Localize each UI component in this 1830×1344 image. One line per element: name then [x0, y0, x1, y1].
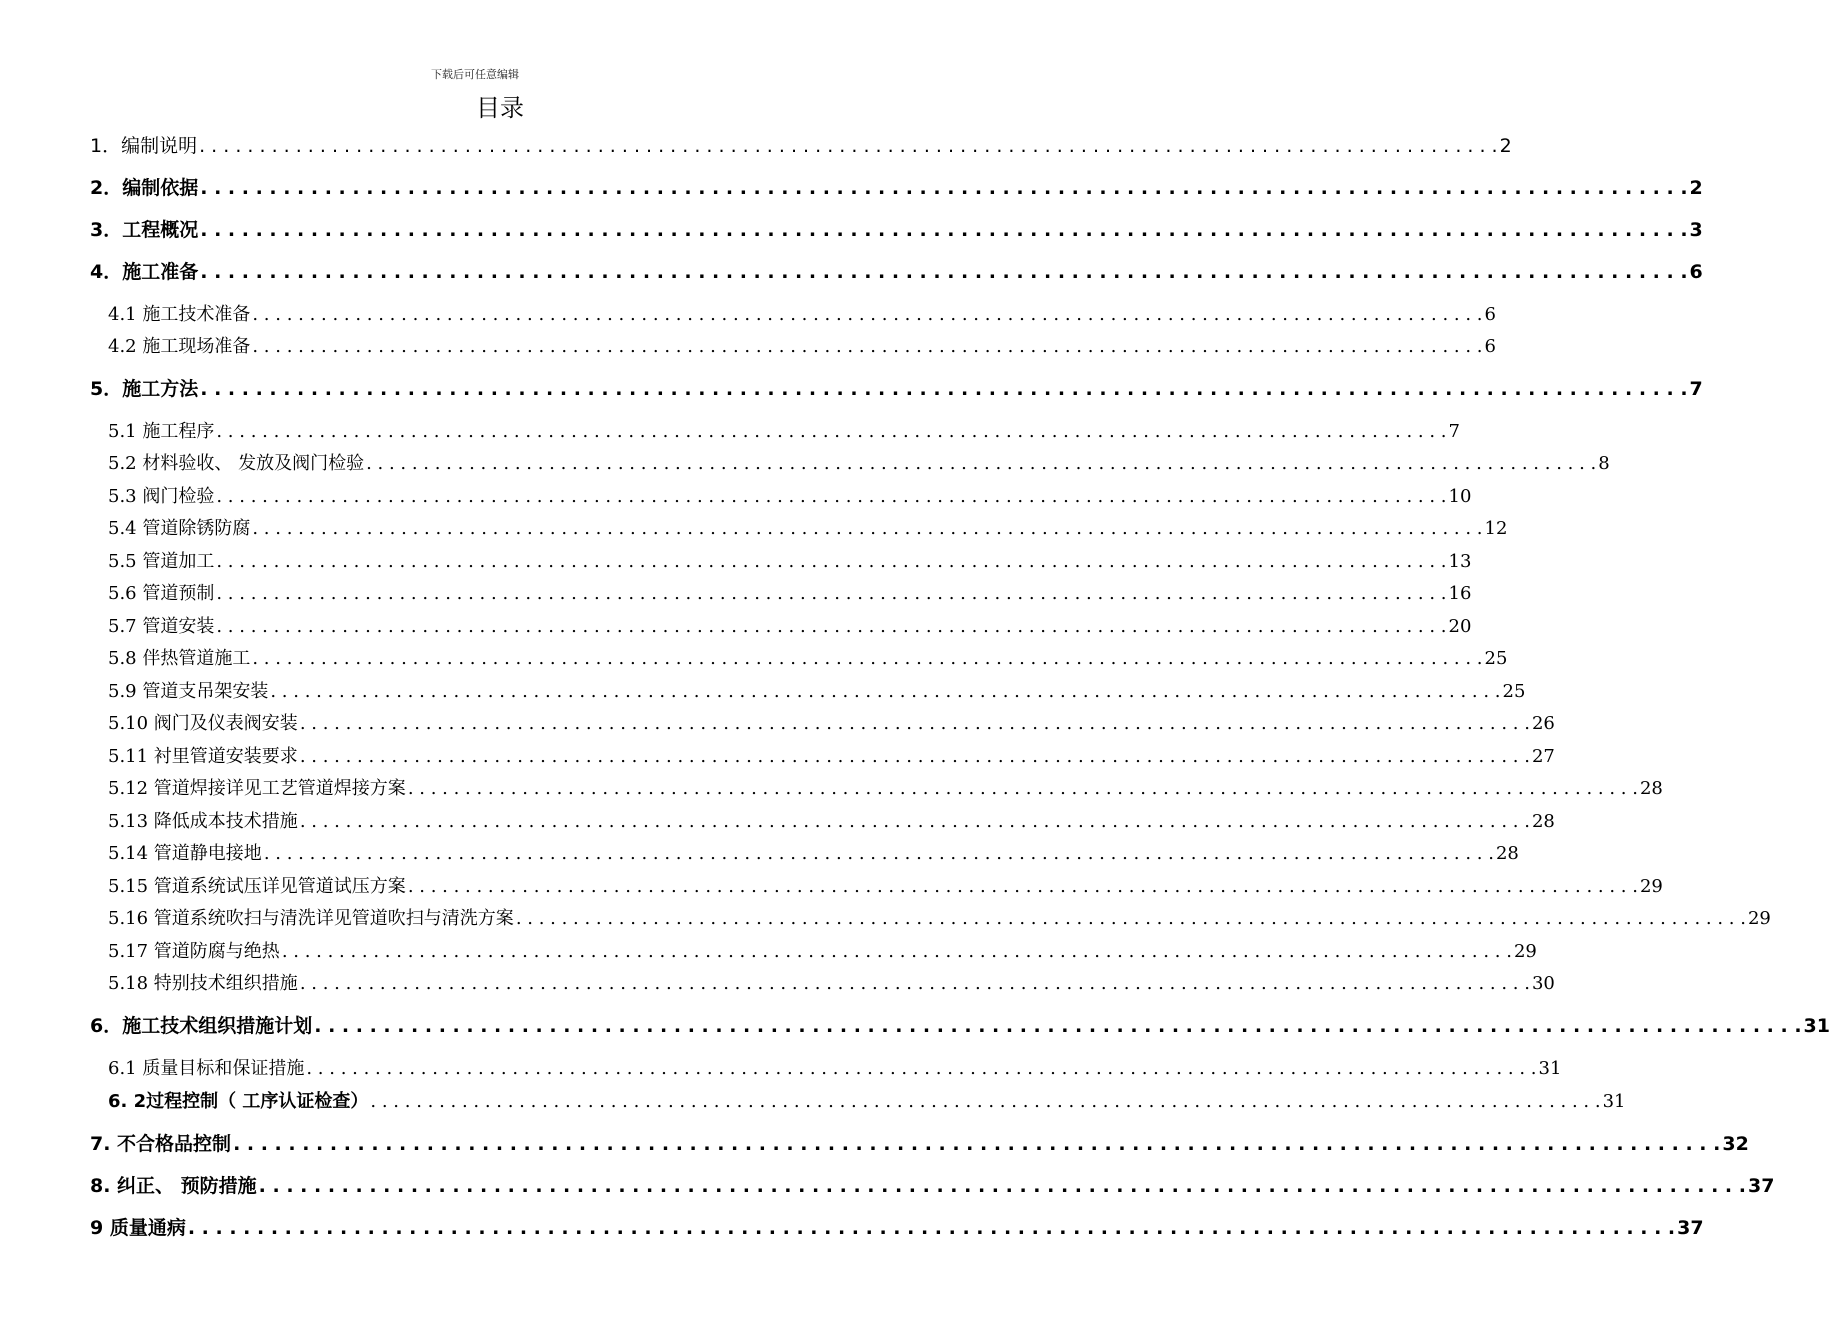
toc-entry[interactable]: 5.13 降低成本技术措施 . . . . . . . . . . . . . . . . . . . . . . . . . . . . . . . . . . . . . . . . . . . . . . . . . . . . . . . . . . . . . . . . . . . . . . . . . . . . . . . . . . . . . . . . . . . . . . . . . . . . . . . . . . . . 28: [108, 811, 1555, 832]
toc-entry[interactable]: 5.4 管道除锈防腐 . . . . . . . . . . . . . . . . . . . . . . . . . . . . . . . . . . . . . . . . . . . . . . . . . . . . . . . . . . . . . . . . . . . . . . . . . . . . . . . . . . . . . . . . . . . . . . . . . . . . . . . . . . . . 12: [108, 518, 1508, 539]
toc-entry[interactable]: 7. 不合格品控制 . . . . . . . . . . . . . . . . . . . . . . . . . . . . . . . . . . . . . . . . . . . . . . . . . . . . . . . . . . . . . . . . . . . . . . . . . . . . . . . . . . . . . . . . . . . . . . . . . . . . . . . . . . . . 32: [90, 1133, 1749, 1155]
toc-entry[interactable]: 5.3 阀门检验 . . . . . . . . . . . . . . . . . . . . . . . . . . . . . . . . . . . . . . . . . . . . . . . . . . . . . . . . . . . . . . . . . . . . . . . . . . . . . . . . . . . . . . . . . . . . . . . . . . . . . . . . . . . . 10: [108, 486, 1472, 507]
toc-entry[interactable]: 5．施工方法 . . . . . . . . . . . . . . . . . . . . . . . . . . . . . . . . . . . . . . . . . . . . . . . . . . . . . . . . . . . . . . . . . . . . . . . . . . . . . . . . . . . . . . . . . . . . . . . . . . . . . . . . . . . . 7: [90, 378, 1703, 400]
toc-entry[interactable]: 4.1 施工技术准备 . . . . . . . . . . . . . . . . . . . . . . . . . . . . . . . . . . . . . . . . . . . . . . . . . . . . . . . . . . . . . . . . . . . . . . . . . . . . . . . . . . . . . . . . . . . . . . . . . . . . . . . . . . . . 6: [108, 304, 1496, 325]
toc-entry[interactable]: 5.1 施工程序 . . . . . . . . . . . . . . . . . . . . . . . . . . . . . . . . . . . . . . . . . . . . . . . . . . . . . . . . . . . . . . . . . . . . . . . . . . . . . . . . . . . . . . . . . . . . . . . . . . . . . . . . . . . . 7: [108, 421, 1460, 442]
toc-entry[interactable]: 5.15 管道系统试压详见管道试压方案 . . . . . . . . . . . . . . . . . . . . . . . . . . . . . . . . . . . . . . . . . . . . . . . . . . . . . . . . . . . . . . . . . . . . . . . . . . . . . . . . . . . . . . . . . . . . . . . . . . . . . . . . . . . . 29: [108, 876, 1663, 897]
toc-entry[interactable]: 5.17 管道防腐与绝热 . . . . . . . . . . . . . . . . . . . . . . . . . . . . . . . . . . . . . . . . . . . . . . . . . . . . . . . . . . . . . . . . . . . . . . . . . . . . . . . . . . . . . . . . . . . . . . . . . . . . . . . . . . . . 29: [108, 941, 1537, 962]
toc-title: 目录: [476, 94, 524, 122]
toc-entry[interactable]: 1．编制说明 . . . . . . . . . . . . . . . . . . . . . . . . . . . . . . . . . . . . . . . . . . . . . . . . . . . . . . . . . . . . . . . . . . . . . . . . . . . . . . . . . . . . . . . . . . . . . . . . . . . . . . . . . . . . 2: [90, 135, 1512, 157]
toc-entry[interactable]: 8. 纠正、 预防措施 . . . . . . . . . . . . . . . . . . . . . . . . . . . . . . . . . . . . . . . . . . . . . . . . . . . . . . . . . . . . . . . . . . . . . . . . . . . . . . . . . . . . . . . . . . . . . . . . . . . . . . . . . . . . 37: [90, 1175, 1775, 1197]
toc-entry[interactable]: 5.2 材料验收、 发放及阀门检验 . . . . . . . . . . . . . . . . . . . . . . . . . . . . . . . . . . . . . . . . . . . . . . . . . . . . . . . . . . . . . . . . . . . . . . . . . . . . . . . . . . . . . . . . . . . . . . . . . . . . . . . . . . . . 8: [108, 453, 1610, 474]
toc-entry[interactable]: 5.14 管道静电接地 . . . . . . . . . . . . . . . . . . . . . . . . . . . . . . . . . . . . . . . . . . . . . . . . . . . . . . . . . . . . . . . . . . . . . . . . . . . . . . . . . . . . . . . . . . . . . . . . . . . . . . . . . . . . 28: [108, 843, 1519, 864]
toc-entry[interactable]: 5.11 衬里管道安装要求 . . . . . . . . . . . . . . . . . . . . . . . . . . . . . . . . . . . . . . . . . . . . . . . . . . . . . . . . . . . . . . . . . . . . . . . . . . . . . . . . . . . . . . . . . . . . . . . . . . . . . . . . . . . . 27: [108, 746, 1555, 767]
header-note: 下载后可任意编辑: [431, 68, 519, 81]
toc-entry[interactable]: 6.1 质量目标和保证措施 . . . . . . . . . . . . . . . . . . . . . . . . . . . . . . . . . . . . . . . . . . . . . . . . . . . . . . . . . . . . . . . . . . . . . . . . . . . . . . . . . . . . . . . . . . . . . . . . . . . . . . . . . . . . 31: [108, 1058, 1562, 1079]
toc-entry[interactable]: 5.6 管道预制 . . . . . . . . . . . . . . . . . . . . . . . . . . . . . . . . . . . . . . . . . . . . . . . . . . . . . . . . . . . . . . . . . . . . . . . . . . . . . . . . . . . . . . . . . . . . . . . . . . . . . . . . . . . . 16: [108, 583, 1472, 604]
toc-entry[interactable]: 6．施工技术组织措施计划 . . . . . . . . . . . . . . . . . . . . . . . . . . . . . . . . . . . . . . . . . . . . . . . . . . . . . . . . . . . . . . . . . . . . . . . . . . . . . . . . . . . . . . . . . . . . . . . . . . . . . . . . . . . . 31: [90, 1015, 1830, 1037]
toc-entry[interactable]: 4.2 施工现场准备 . . . . . . . . . . . . . . . . . . . . . . . . . . . . . . . . . . . . . . . . . . . . . . . . . . . . . . . . . . . . . . . . . . . . . . . . . . . . . . . . . . . . . . . . . . . . . . . . . . . . . . . . . . . . 6: [108, 336, 1496, 357]
toc-entry[interactable]: 4．施工准备 . . . . . . . . . . . . . . . . . . . . . . . . . . . . . . . . . . . . . . . . . . . . . . . . . . . . . . . . . . . . . . . . . . . . . . . . . . . . . . . . . . . . . . . . . . . . . . . . . . . . . . . . . . . . 6: [90, 261, 1703, 283]
toc-entry[interactable]: 5.9 管道支吊架安装 . . . . . . . . . . . . . . . . . . . . . . . . . . . . . . . . . . . . . . . . . . . . . . . . . . . . . . . . . . . . . . . . . . . . . . . . . . . . . . . . . . . . . . . . . . . . . . . . . . . . . . . . . . . . 25: [108, 681, 1526, 702]
toc-entry[interactable]: 5.18 特别技术组织措施 . . . . . . . . . . . . . . . . . . . . . . . . . . . . . . . . . . . . . . . . . . . . . . . . . . . . . . . . . . . . . . . . . . . . . . . . . . . . . . . . . . . . . . . . . . . . . . . . . . . . . . . . . . . . 30: [108, 973, 1555, 994]
toc-entry[interactable]: 6. 2过程控制（ 工序认证检查） . . . . . . . . . . . . . . . . . . . . . . . . . . . . . . . . . . . . . . . . . . . . . . . . . . . . . . . . . . . . . . . . . . . . . . . . . . . . . . . . . . . . . . . . . . . . . . . . . . . . . . . . . . . . 31: [108, 1091, 1626, 1112]
toc-entry[interactable]: 5.5 管道加工 . . . . . . . . . . . . . . . . . . . . . . . . . . . . . . . . . . . . . . . . . . . . . . . . . . . . . . . . . . . . . . . . . . . . . . . . . . . . . . . . . . . . . . . . . . . . . . . . . . . . . . . . . . . . 13: [108, 551, 1472, 572]
toc-entry[interactable]: 5.7 管道安装 . . . . . . . . . . . . . . . . . . . . . . . . . . . . . . . . . . . . . . . . . . . . . . . . . . . . . . . . . . . . . . . . . . . . . . . . . . . . . . . . . . . . . . . . . . . . . . . . . . . . . . . . . . . . 20: [108, 616, 1472, 637]
toc-entry[interactable]: 2．编制依据 . . . . . . . . . . . . . . . . . . . . . . . . . . . . . . . . . . . . . . . . . . . . . . . . . . . . . . . . . . . . . . . . . . . . . . . . . . . . . . . . . . . . . . . . . . . . . . . . . . . . . . . . . . . . 2: [90, 177, 1703, 199]
toc-entry[interactable]: 5.12 管道焊接详见工艺管道焊接方案 . . . . . . . . . . . . . . . . . . . . . . . . . . . . . . . . . . . . . . . . . . . . . . . . . . . . . . . . . . . . . . . . . . . . . . . . . . . . . . . . . . . . . . . . . . . . . . . . . . . . . . . . . . . . 28: [108, 778, 1663, 799]
toc-entry[interactable]: 3．工程概况 . . . . . . . . . . . . . . . . . . . . . . . . . . . . . . . . . . . . . . . . . . . . . . . . . . . . . . . . . . . . . . . . . . . . . . . . . . . . . . . . . . . . . . . . . . . . . . . . . . . . . . . . . . . . 3: [90, 219, 1703, 241]
toc-entry[interactable]: 5.10 阀门及仪表阀安装 . . . . . . . . . . . . . . . . . . . . . . . . . . . . . . . . . . . . . . . . . . . . . . . . . . . . . . . . . . . . . . . . . . . . . . . . . . . . . . . . . . . . . . . . . . . . . . . . . . . . . . . . . . . . 26: [108, 713, 1555, 734]
toc-entry[interactable]: 5.8 伴热管道施工 . . . . . . . . . . . . . . . . . . . . . . . . . . . . . . . . . . . . . . . . . . . . . . . . . . . . . . . . . . . . . . . . . . . . . . . . . . . . . . . . . . . . . . . . . . . . . . . . . . . . . . . . . . . . 25: [108, 648, 1508, 669]
toc-entry[interactable]: 5.16 管道系统吹扫与清洗详见管道吹扫与清洗方案 . . . . . . . . . . . . . . . . . . . . . . . . . . . . . . . . . . . . . . . . . . . . . . . . . . . . . . . . . . . . . . . . . . . . . . . . . . . . . . . . . . . . . . . . . . . . . . . . . . . . . . . . . . . . 29: [108, 908, 1771, 929]
toc-entry[interactable]: 9 质量通病 . . . . . . . . . . . . . . . . . . . . . . . . . . . . . . . . . . . . . . . . . . . . . . . . . . . . . . . . . . . . . . . . . . . . . . . . . . . . . . . . . . . . . . . . . . . . . . . . . . . . . . . . . . . . 37: [90, 1217, 1704, 1239]
